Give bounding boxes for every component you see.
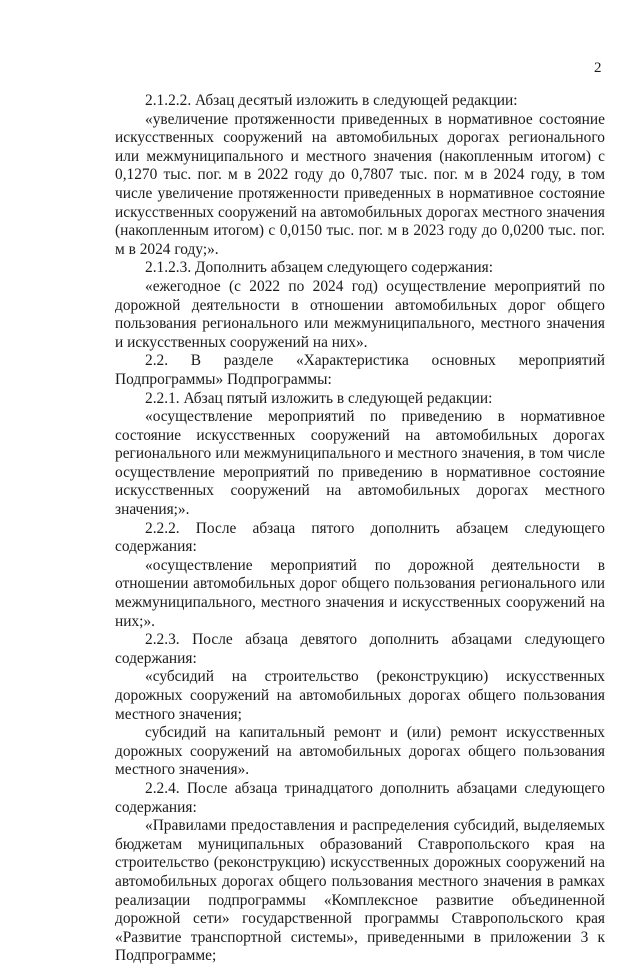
paragraph-2-2-2-heading: 2.2.2. После абзаца пятого дополнить абзацем следующего содержания:	[115, 519, 605, 556]
paragraph-quoted-text: «Правилами предоставления и распределения субсидий, выделяемых бюджетам муниципальных образований Ставропольского края на строительство (реконструкцию) искусственных дорожных сооружений на автомобильных дорогах общего пользования местного значения в рамках реализации подпрограммы «Комплексное развитие объединенной дорожной сети» государственной программы Ставропольского края «Развитие транспортной системы», приведенными в приложении 3 к Подпрограмме;	[115, 817, 605, 965]
paragraph-2-2-heading: 2.2. В разделе «Характеристика основных мероприятий Подпрограммы» Подпрограммы:	[115, 352, 605, 388]
paragraph-quoted-text: «осуществление мероприятий по приведению в нормативное состояние искусственных сооружений на автомобильных дорогах регионального или межмуниципального и местного значения, в том числе осуществление мероприятий по приведению в нормативное состояние искусственных сооружений на автомобильных дорогах местного значения;».	[115, 408, 605, 519]
paragraph-quoted-text: субсидий на капитальный ремонт и (или) ремонт искусственных дорожных сооружений на автомобильных дорогах общего пользования местного значения».	[115, 724, 605, 779]
paragraph-2-2-4-heading: 2.2.4. После абзаца тринадцатого дополнить абзацами следующего содержания:	[115, 779, 605, 816]
paragraph-quoted-text: «субсидий на строительство (реконструкцию) искусственных дорожных сооружений на автомобильных дорогах общего пользования местного значения;	[115, 668, 605, 723]
paragraph-quoted-text: «ежегодное (с 2022 по 2024 год) осуществление мероприятий по дорожной деятельности в отношении автомобильных дорог общего пользования регионального или межмуниципального, местного значения и искусственных сооружений на них».	[115, 277, 605, 351]
paragraph-quoted-text: «осуществление мероприятий по дорожной деятельности в отношении автомобильных дорог общего пользования регионального или межмуниципального, местного значения и искусственных сооружений на них;».	[115, 556, 605, 630]
paragraph-2-2-1-heading: 2.2.1. Абзац пятый изложить в следующей редакции:	[145, 389, 493, 407]
document-body	[115, 92, 605, 966]
paragraph-quoted-text: «увеличение протяженности приведенных в нормативное состояние искусственных сооружений на автомобильных дорогах регионального или межмуниципального и местного значения (накопленным итогом) с 0,1270 тыс. пог. м в 2022 году до 0,7807 тыс. пог. м в 2024 году, в том числе увеличение протяженности приведенных в нормативное состояние искусственных сооружений на автомобильных дорогах местного значения (накопленным итогом) с 0,0150 тыс. пог. м в 2023 году до 0,0200 тыс. пог. м в 2024 году;».	[115, 110, 605, 258]
paragraph-2-1-2-3-heading: 2.1.2.3. Дополнить абзацем следующего содержания:	[145, 259, 493, 277]
paragraph-2-2-3-heading: 2.2.3. После абзаца девятого дополнить абзацами следующего содержания:	[115, 631, 605, 667]
paragraph-2-1-2-2-heading: 2.1.2.2. Абзац десятый изложить в следующей редакции:	[145, 92, 518, 109]
page-number: 2	[594, 60, 602, 76]
